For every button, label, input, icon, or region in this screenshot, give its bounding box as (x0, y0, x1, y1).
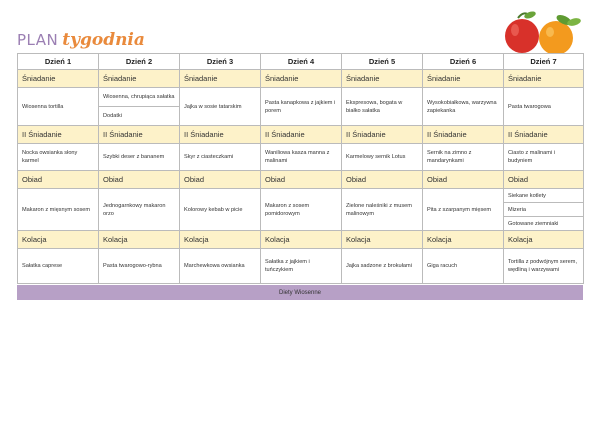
title-week: tygodnia (62, 30, 145, 50)
dish-cell: Wiosenna, chrupiąca sałatka (99, 88, 180, 107)
dish-cell: Makaron z sosem pomidorowym (261, 189, 342, 231)
meal-label: Obiad (342, 171, 423, 189)
meal-label: II Śniadanie (423, 126, 504, 144)
meal-label: Kolacja (99, 231, 180, 249)
meal-row-second-breakfast (18, 126, 584, 144)
fruit-illustration-icon (500, 8, 584, 56)
meal-label: II Śniadanie (342, 126, 423, 144)
meal-label: Kolacja (18, 231, 99, 249)
days-header-row (18, 54, 584, 70)
meal-label: Śniadanie (504, 70, 584, 88)
day-header: Dzień 3 (180, 54, 261, 70)
dish-cell: Szybki deser z bananem (99, 144, 180, 171)
meal-label: Kolacja (180, 231, 261, 249)
meal-label: Śniadanie (261, 70, 342, 88)
dish-cell: Wysokobiałkowa, warzywna zapiekanka (423, 88, 504, 126)
dish-cell: Sernik na zimno z mandarynkami (423, 144, 504, 171)
meal-label: Śniadanie (99, 70, 180, 88)
meal-label: Obiad (99, 171, 180, 189)
dish-cell: Skyr z ciasteczkami (180, 144, 261, 171)
dish-cell: Nocka owsianka słony karmel (18, 144, 99, 171)
dish-cell: Wiosenna tortilla (18, 88, 99, 126)
dish-cell: Gigа racuch (423, 249, 504, 284)
meal-label: II Śniadanie (180, 126, 261, 144)
dish-cell: Jajka w sosie tatarskim (180, 88, 261, 126)
meal-label: Śniadanie (342, 70, 423, 88)
meal-label: Śniadanie (423, 70, 504, 88)
day-header: Dzień 1 (18, 54, 99, 70)
dish-cell: Pasta twarogowo-rybna (99, 249, 180, 284)
dish-cell: Karmelowy sernik Lotus (342, 144, 423, 171)
footer-label: Diety Wiosenne (278, 289, 322, 296)
dish-cell: Ekspresowa, bogata w białko sałatka (342, 88, 423, 126)
title-plan: PLAN (17, 31, 59, 49)
meal-label: Kolacja (261, 231, 342, 249)
dish-cell: Gotowane ziemniaki (504, 217, 584, 231)
meal-row-lunch (18, 171, 584, 189)
meal-label: II Śniadanie (504, 126, 584, 144)
page-title (17, 30, 145, 52)
meal-label: Obiad (18, 171, 99, 189)
dish-cell: Mizeria (504, 203, 584, 217)
meal-label: Kolacja (342, 231, 423, 249)
meal-label: Śniadanie (18, 70, 99, 88)
meal-label: II Śniadanie (99, 126, 180, 144)
day-header: Dzień 6 (423, 54, 504, 70)
dish-cell: Jednogarnkowy makaron orzo (99, 189, 180, 231)
day-header: Dzień 4 (261, 54, 342, 70)
meal-label: Obiad (180, 171, 261, 189)
meal-row-dinner (18, 231, 584, 249)
table-row (18, 88, 584, 107)
meal-label: Obiad (423, 171, 504, 189)
meal-label: Obiad (261, 171, 342, 189)
meal-row-breakfast (18, 70, 584, 88)
dish-cell: Zielone naleśniki z musem malinowym (342, 189, 423, 231)
dish-cell: Pasta twarogowa (504, 88, 584, 126)
dish-cell: Tortilla z podwójnym serem, wędliną i warzywami (504, 249, 584, 284)
meal-label: Kolacja (423, 231, 504, 249)
dish-cell: Waniliowa kasza manna z malinami (261, 144, 342, 171)
footer-banner (17, 285, 583, 300)
dish-cell: Sałatka z jajkiem i tuńczykiem (261, 249, 342, 284)
weekly-plan-table (17, 53, 584, 284)
dish-cell: Ciasto z malinami i budyniem (504, 144, 584, 171)
dish-cell: Sałatka caprese (18, 249, 99, 284)
meal-label: Kolacja (504, 231, 584, 249)
meal-label: Śniadanie (180, 70, 261, 88)
day-header: Dzień 7 (504, 54, 584, 70)
dish-cell: Pasta kanapkowa z jajkiem i porem (261, 88, 342, 126)
meal-label: II Śniadanie (18, 126, 99, 144)
dish-cell: Jajka sadzone z brokułami (342, 249, 423, 284)
day-header: Dzień 5 (342, 54, 423, 70)
dish-cell: Marchewkowa owsianka (180, 249, 261, 284)
dish-cell: Makaron z mięsnym sosem (18, 189, 99, 231)
meal-label: Obiad (504, 171, 584, 189)
dish-cell: Dodatki (99, 107, 180, 126)
dish-cell: Pita z szarpanym mięsem (423, 189, 504, 231)
table-row (18, 189, 584, 203)
meal-label: II Śniadanie (261, 126, 342, 144)
day-header: Dzień 2 (99, 54, 180, 70)
table-row (18, 144, 584, 171)
dish-cell: Siekane kotlety (504, 189, 584, 203)
table-row (18, 249, 584, 284)
dish-cell: Kolorowy kebab w picie (180, 189, 261, 231)
